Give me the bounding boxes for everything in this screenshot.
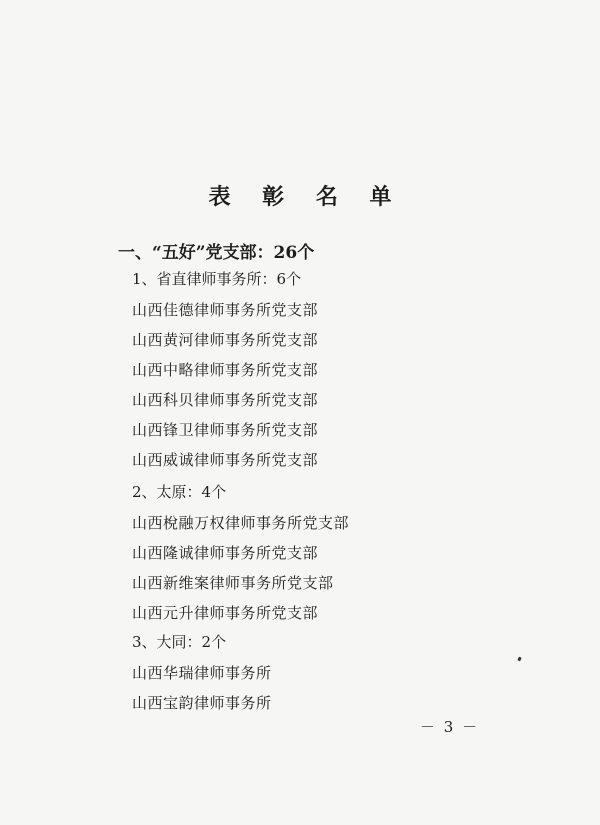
list-item: 山西黄河律师事务所党支部	[132, 331, 319, 349]
scan-speck	[517, 657, 521, 662]
category-heading: 一、“五好”党支部：26个	[118, 243, 315, 263]
list-item: 山西华瑞律师事务所	[132, 664, 272, 682]
page-number: － 3 －	[420, 718, 480, 736]
list-item: 山西隆诚律师事务所党支部	[132, 544, 319, 562]
list-item: 山西锋卫律师事务所党支部	[132, 421, 319, 439]
section-taiyuan	[132, 481, 349, 632]
list-item: 山西宝韵律师事务所	[132, 694, 272, 712]
list-item: 山西元升律师事务所党支部	[132, 604, 319, 622]
section-title: 3、大同：2个	[132, 633, 227, 651]
list-item: 山西科贝律师事务所党支部	[132, 391, 319, 409]
list-item: 山西新维案律师事务所党支部	[132, 574, 334, 592]
list-item: 山西中略律师事务所党支部	[132, 361, 319, 379]
section-provincial	[132, 268, 318, 479]
page-title: 表 彰 名 单	[208, 184, 404, 210]
list-item: 山西威诚律师事务所党支部	[132, 451, 319, 469]
section-title: 2、太原：4个	[132, 483, 227, 501]
section-title: 1、省直律师事务所：6个	[132, 270, 302, 288]
list-item: 山西佳德律师事务所党支部	[132, 301, 319, 319]
list-item: 山西梲融万权律师事务所党支部	[132, 514, 350, 532]
section-datong	[132, 631, 272, 722]
